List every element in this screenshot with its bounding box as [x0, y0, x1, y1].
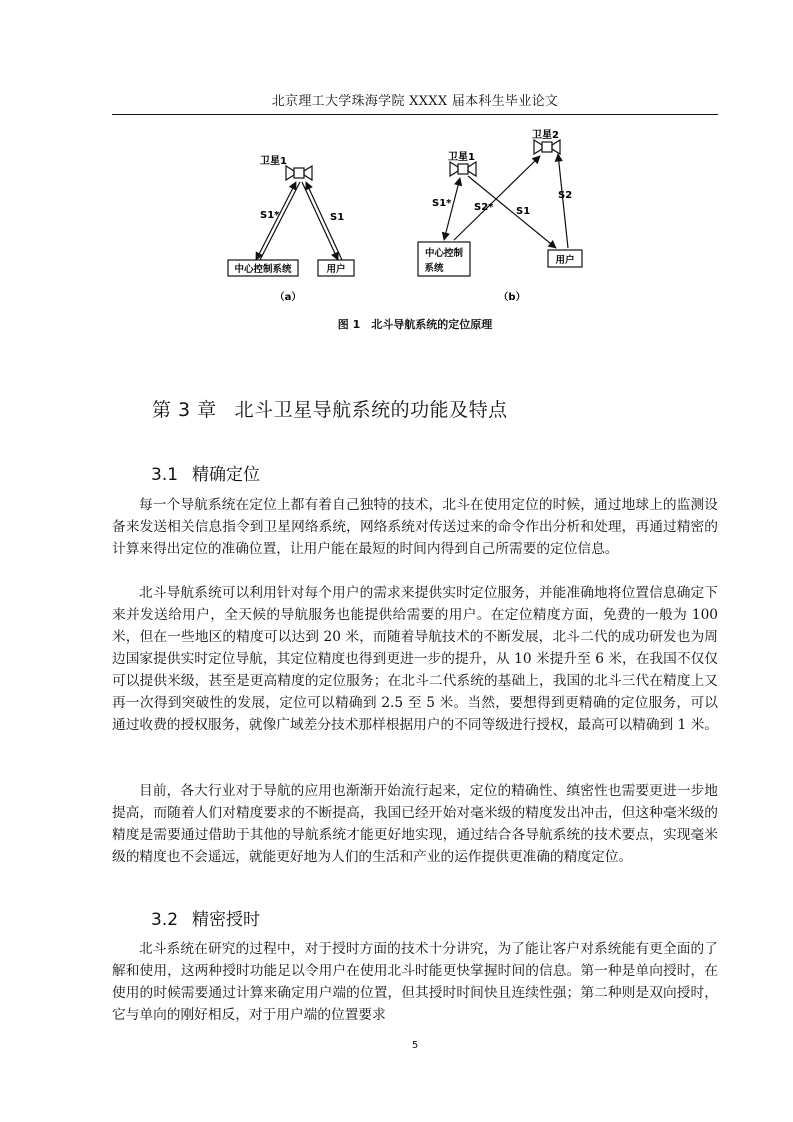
user-label-a: 用户 — [326, 264, 346, 275]
center-control-label-a: 中心控制系统 — [234, 264, 292, 275]
user-label-b: 用户 — [555, 255, 575, 266]
running-header: 北京理工大学珠海学院 XXXX 届本科生毕业论文 — [271, 94, 559, 109]
satellite-icon — [450, 162, 476, 176]
center-control-label-line2-b: 系统 — [424, 263, 444, 274]
positioning-principle-figure — [210, 122, 590, 322]
s2-star-label-b: S2* — [474, 202, 494, 213]
header-rule — [112, 114, 718, 115]
paragraph: 北斗导航系统可以利用针对每个用户的需求来提供实时定位服务，并能准确地将位置信息确定下来并发送给用户，全天候的导航服务也能提供给需要的用户。在定位精度方面，免费的一般为 100 米，但在一些地区的精度可以达到 20 米，而随着导航技术的不断发展，北斗二代的成功研发也为周边国家提供实时定位导航，其定位精度也得到更进一步的提升，从 10 米提升至 6 米，在我国不仅仅可以提供米级，甚至是更高精度的定位服务；在北斗二代系统的基础上，我国的北斗三代在精度上又再一次得到突破性的发展，定位可以精确到 2.5 至 5 米。当然，要想得到更精确的定位服务，可以通过收费的授权服务，就像广域差分技术那样根据用户的不同等级进行授权，最高可以精确到 1 米。 — [112, 585, 718, 733]
satellite1-label-b: 卫星1 — [448, 152, 475, 163]
arrow-s2star-b — [454, 156, 540, 240]
paragraph: 北斗系统在研究的过程中，对于授时方面的技术十分讲究，为了能让客户对系统能有更全面的了解和使用，这两种授时功能足以令用户在使用北斗时能更快掌握时间的信息。第一种是单向授时，在使用的时候需要通过计算来确定用户端的位置，但其授时时间快且连续性强；第二种则是双向授时，它与单向的刚好相反，对于用户端的位置要求 — [112, 941, 718, 1023]
section-heading-3-1 — [151, 460, 260, 485]
figure-caption: 图 1 北斗导航系统的定位原理 — [337, 318, 493, 331]
center-control-label-line1-b: 中心控制 — [424, 248, 464, 259]
section-title: 精密授时 — [192, 910, 261, 930]
section-title: 精确定位 — [192, 465, 261, 485]
satellite2-label-b: 卫星2 — [532, 130, 559, 141]
section-heading-3-2 — [151, 905, 260, 930]
section-number: 3.2 — [151, 910, 179, 930]
arrow-s2-b — [558, 154, 568, 248]
paragraph: 每一个导航系统在定位上都有着自己独特的技术，北斗在使用定位的时候，通过地球上的监测设备来发送相关信息指令到卫星网络系统，网络系统对传送过来的命令作出分析和处理，再通过精密的计算来得出定位的准确位置，让用户能在最短的时间内得到自己所需要的定位信息。 — [112, 497, 718, 557]
satellite-icon — [534, 140, 560, 154]
chapter-number: 第 3 章 — [152, 399, 217, 421]
s1-label-a: S1 — [330, 212, 345, 223]
chapter-heading — [152, 395, 508, 422]
s1-star-label-a: S1* — [260, 210, 280, 221]
s2-label-b: S2 — [558, 190, 573, 201]
page-number: 5 — [411, 1040, 419, 1051]
paragraph: 目前，各大行业对于导航的应用也渐渐开始流行起来，定位的精确性、缜密性也需要更进一步地提高，而随着人们对精度要求的不断提高，我国已经开始对毫米级的精度发出冲击，但这种毫米级的精度是需要通过借助于其他的导航系统才能更好地实现，通过结合各导航系统的技术要点，实现毫米级的精度也不会遥远，就能更好地为人们的生活和产业的运作提供更准确的精度定位。 — [112, 783, 718, 865]
diagram-a — [228, 154, 354, 303]
chapter-title: 北斗卫星导航系统的功能及特点 — [234, 399, 508, 421]
section-number: 3.1 — [151, 465, 179, 485]
diagram-b — [418, 128, 582, 303]
satellite-icon — [286, 166, 312, 180]
arrow-s1star-b — [444, 178, 460, 240]
s1-label-b: S1 — [516, 206, 531, 217]
arrow-s1star-a — [256, 182, 296, 260]
subfigure-b-label: （b） — [498, 292, 526, 303]
s1-star-label-b: S1* — [432, 198, 452, 209]
subfigure-a-label: （a） — [274, 292, 302, 303]
satellite1-label-a: 卫星1 — [260, 156, 287, 167]
